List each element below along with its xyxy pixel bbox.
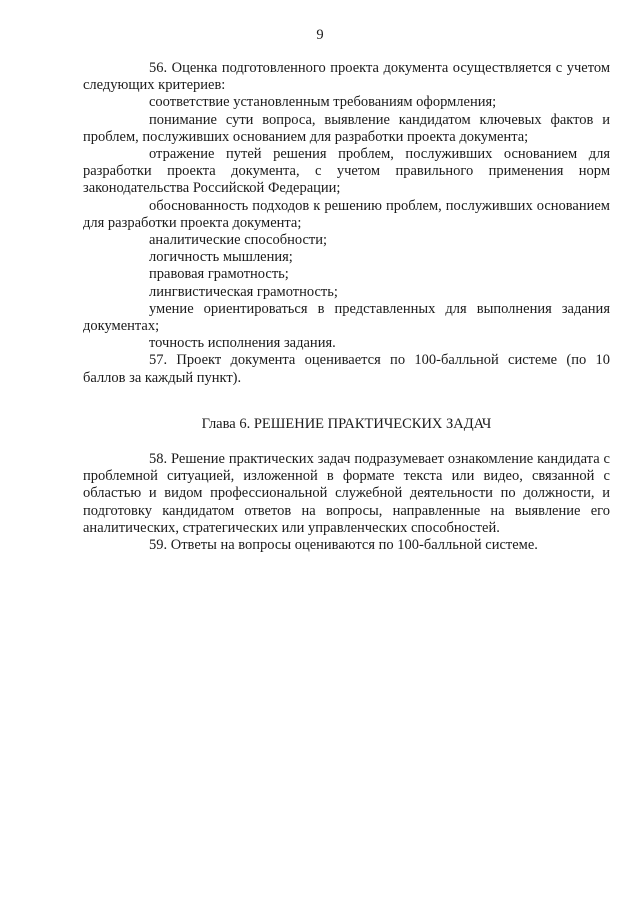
criterion-legal-literacy: правовая грамотность; — [149, 266, 289, 283]
paragraph-59: 59. Ответы на вопросы оцениваются по 100-балльной системе. — [149, 537, 538, 554]
criterion-linguistic-literacy: лингвистическая грамотность; — [149, 283, 338, 300]
page-number: 9 — [316, 27, 324, 43]
criterion-accuracy: точность исполнения задания. — [149, 335, 336, 352]
page-body — [83, 60, 610, 554]
criterion-formatting: соответствие установленным требованиям оформления; — [149, 94, 497, 111]
criterion-justification: обоснованность подходов к решению проблем, послуживших основанием для разработки проекта документа; — [83, 197, 610, 231]
criterion-solutions: отражение путей решения проблем, послуживших основанием для разработки проекта документа, с учетом правильного применения норм законодательства Российской Федерации; — [83, 146, 610, 197]
paragraph-57: 57. Проект документа оценивается по 100-балльной системе (по 10 баллов за каждый пункт). — [83, 352, 610, 386]
chapter-heading: Глава 6. РЕШЕНИЕ ПРАКТИЧЕСКИХ ЗАДАЧ — [201, 415, 492, 432]
criterion-analytical: аналитические способности; — [149, 232, 328, 249]
paragraph-56: 56. Оценка подготовленного проекта документа осуществляется с учетом следующих критериев: — [83, 60, 610, 94]
paragraph-58: 58. Решение практических задач подразумевает ознакомление кандидата с проблемной ситуацией, изложенной в формате текста или видео, связанной с областью и видом профессиональной служебной деятельности по должности, и подготовку кандидатом ответов на вопросы, направленные на выявление его аналитических, стратегических или управленческих способностей. — [83, 451, 610, 536]
criterion-logic: логичность мышления; — [149, 249, 293, 266]
criterion-understanding: понимание сути вопроса, выявление кандидатом ключевых фактов и проблем, послуживших основанием для разработки проекта документа; — [83, 111, 610, 145]
criterion-orientation: умение ориентироваться в представленных для выполнения задания документах; — [83, 300, 610, 335]
